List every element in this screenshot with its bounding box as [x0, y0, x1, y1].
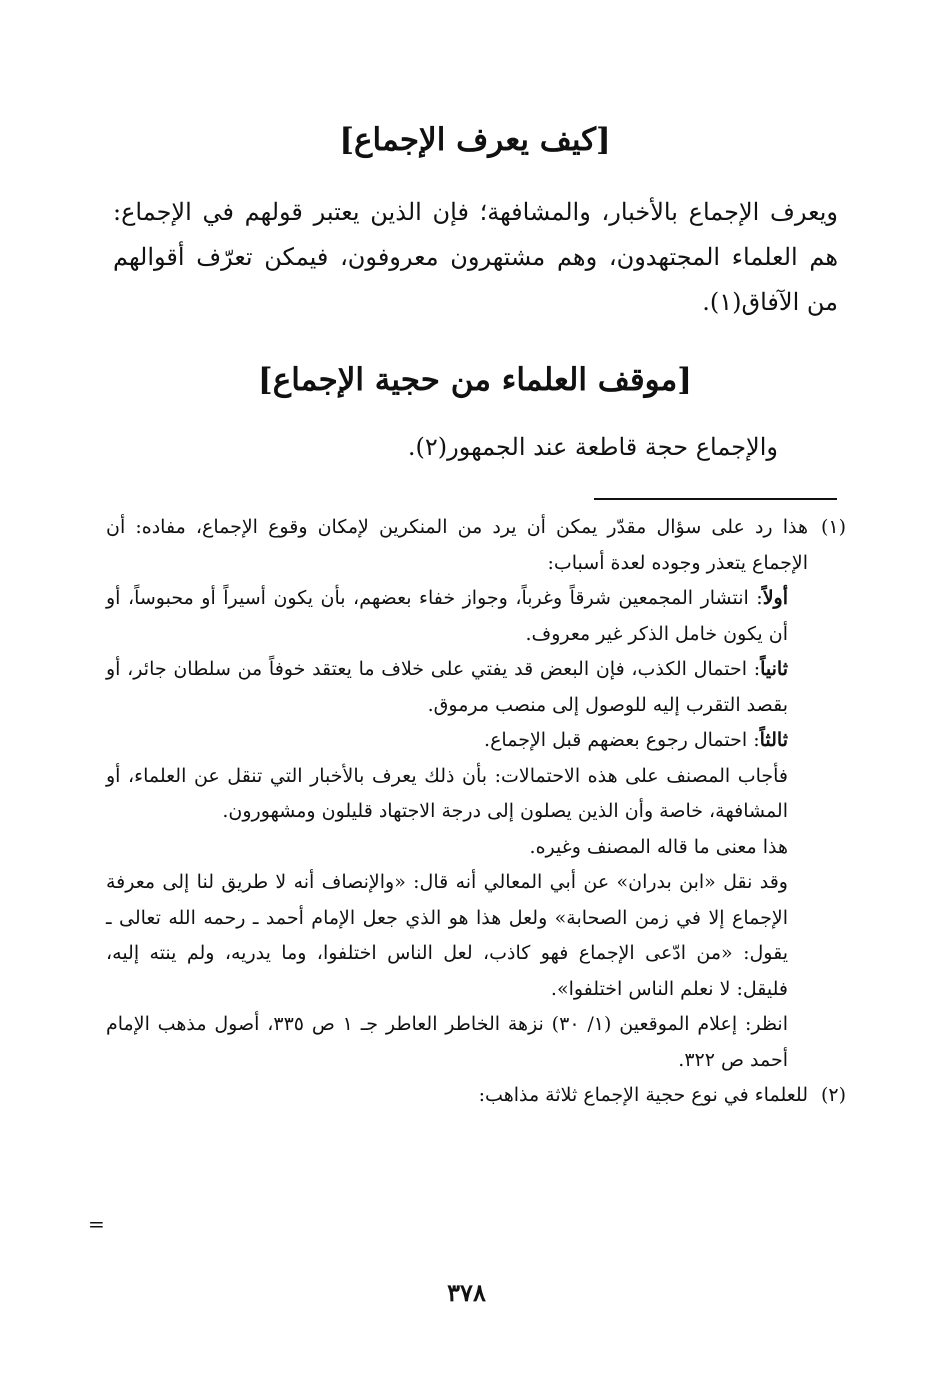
point-text: : احتمال الكذب، فإن البعض قد يفتي على خلاف ما يعتقد خوفاً من سلطان جائر، أو بقصد التقرب إليه للوصول إلى منصب مرموق.: [106, 658, 788, 716]
main-paragraph-1: ويعرف الإجماع بالأخبار، والمشافهة؛ فإن الذين يعتبر قولهم في الإجماع: هم العلماء المجتهدون، وهم مشتهرون معروفون، فيمكن تعرّف أقوالهم من الآفاق(١).: [113, 198, 838, 316]
footnote-meaning: هذا معنى ما قاله المصنف وغيره.: [529, 835, 788, 858]
page-number: ٣٧٨: [447, 1278, 486, 1307]
footnote-2: [106, 1078, 846, 1114]
section-heading-scholars-position: [موقف العلماء من حجية الإجماع]: [258, 362, 692, 398]
footnote-number: (١): [820, 516, 846, 538]
footnote-text: للعلماء في نوع حجية الإجماع ثلاثة مذاهب:: [478, 1084, 808, 1106]
footnote-point-third: [106, 723, 808, 759]
footnotes: [106, 510, 846, 1114]
point-text: : انتشار المجمعين شرقاً وغرباً، وجواز خفاء بعضهم، بأن يكون أسيراً أو محبوساً، أو أن يكون خامل الذكر غير معروف.: [106, 587, 788, 645]
point-text: : احتمال رجوع بعضهم قبل الإجماع.: [484, 729, 760, 751]
footnote-answer: فأجاب المصنف على هذه الاحتمالات: بأن ذلك يعرف بالأخبار التي تنقل عن العلماء، أو المشافهة، خاصة وأن الذين يصلون إلى درجة الاجتهاد قليلون ومشهورون.: [106, 764, 788, 822]
footnote-quote: وقد نقل «ابن بدران» عن أبي المعالي أنه قال: «والإنصاف أنه لا طريق لنا إلى معرفة الإجماع إلا في زمن الصحابة» ولعل هذا هو الذي جعل الإمام أحمد ـ رحمه الله تعالى ـ يقول: «من ادّعى الإجماع فهو كاذب، لعل الناس اختلفوا، وما يدريه، ولم ينته إليه، فليقل: لا نعلم الناس اختلفوا».: [106, 871, 788, 1000]
footnote-point-first: [106, 581, 808, 652]
footnote-references: انظر: إعلام الموقعين (١/ ٣٠) نزهة الخاطر العاطر جـ ١ ص ٣٣٥، أصول مذهب الإمام أحمد ص ٣٢٢.: [106, 1013, 788, 1071]
point-label: ثالثاً: [759, 729, 788, 751]
footnote-1: [106, 510, 846, 1078]
point-label: ثانياً: [760, 658, 788, 680]
footnote-intro: هذا رد على سؤال مقدّر يمكن أن يرد من المنكرين لإمكان وقوع الإجماع، مفاده: أن الإجماع يتعذر وجوده لعدة أسباب:: [106, 516, 808, 574]
section-heading-how-consensus-known: [كيف يعرف الإجماع]: [339, 122, 611, 158]
footnote-number: (٢): [820, 1084, 846, 1106]
point-label: أولاً: [762, 587, 788, 609]
main-paragraph-2: والإجماع حجة قاطعة عند الجمهور(٢).: [407, 433, 778, 461]
footnote-point-second: [106, 652, 808, 723]
footnote-separator: [594, 498, 837, 500]
continuation-mark: =: [88, 1212, 105, 1236]
